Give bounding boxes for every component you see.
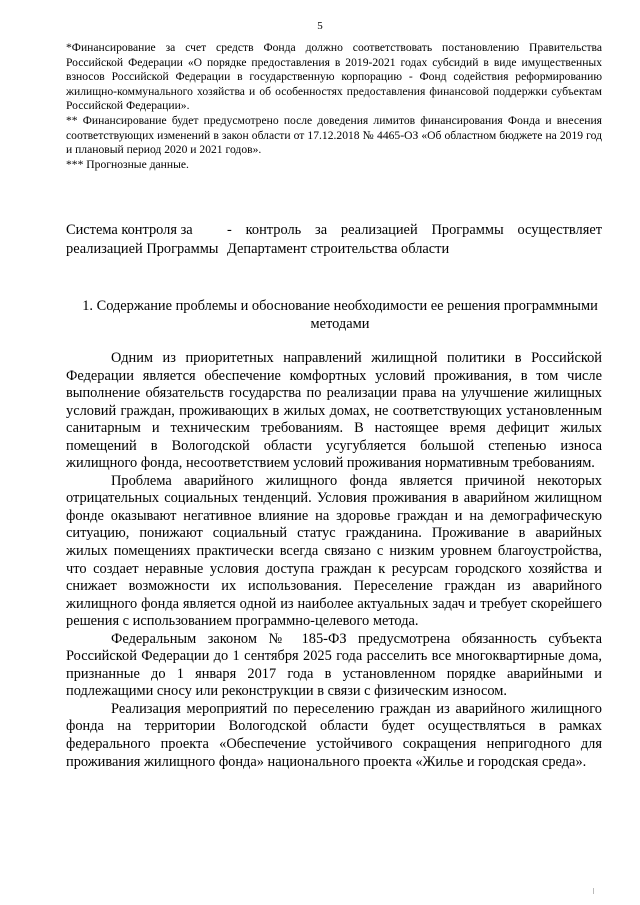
footnote-1: *Финансирование за счет средств Фонда должно соответствовать постановлению Правительства Российской Федерации «О порядке предоставления в 2019-2021 годах субсидий в виде имущественных взносов Российской Федерации в государственную корпорацию - Фонд содействия реформированию жилищно-коммунального хозяйства и об особенностях предоставления финансовой поддержки субъектам Российской Федерации». (66, 41, 602, 113)
footnotes (66, 41, 602, 172)
paragraph: Одним из приоритетных направлений жилищной политики в Российской Федерации является обеспечение комфортных условий проживания, в том числе выполнение обязательств государства по реализации права на улучшение жилищных условий граждан, проживающих в жилых домах, не соответствующих установленным санитарным и техническим требованиям. В настоящее время дефицит жилых помещений в Вологодской области усугубляется большой степенью износа жилищного фонда, несоответствием условий проживания нормативным требованиям. (66, 350, 602, 472)
paragraph: Федеральным законом № 185-ФЗ предусмотрена обязанность субъекта Российской Федерации до 1 сентября 2025 года расселить все многоквартирные дома, признанные до 1 января 2017 года в установленном порядке аварийными и подлежащими сносу или реконструкции в связи с физическим износом. (66, 630, 602, 700)
footnote-2: ** Финансирование будет предусмотрено после доведения лимитов финансирования Фонда и внесения соответствующих изменений в закон области от 17.12.2018 № 4465-ОЗ «Об областном бюджете на 2019 год и плановый период 2020 и 2021 годов». (66, 113, 602, 157)
control-label: Система контроля за реализацией Программы (66, 222, 219, 257)
control-block (66, 221, 602, 258)
paragraph: Проблема аварийного жилищного фонда является причиной некоторых отрицательных социальных тенденций. Условия проживания в аварийном жилищном фонде оказывают негативное влияние на здоровье граждан и на демографическую ситуацию, понижают социальный статус гражданина. Проживание в аварийных жилых помещениях практически всегда связано с низким уровнем благоустройства, что создает неравные условия доступа граждан к ресурсам городского хозяйства и снижает возможности их использования. Переселение граждан из аварийного жилищного фонда является одной из наиболее актуальных задач и требует скорейшего решения с использованием программно-целевого метода. (66, 472, 602, 630)
page-number: 5 (317, 20, 323, 32)
scan-mark (593, 888, 594, 894)
paragraph: Реализация мероприятий по переселению граждан из аварийного жилищного фонда на территории Вологодской области будет осуществляться в рамках федерального проекта «Обеспечение устойчивого сокращения непригодного для проживания жилищного фонда» национального проекта «Жилье и городская среда». (66, 700, 602, 770)
control-value: - контроль за реализацией Программы осуществляет Департамент строительства области (227, 222, 602, 257)
body-text (66, 350, 602, 771)
footnote-3: *** Прогнозные данные. (66, 157, 189, 171)
section-title: 1. Содержание проблемы и обоснование необходимости ее решения программными методами (82, 298, 598, 332)
